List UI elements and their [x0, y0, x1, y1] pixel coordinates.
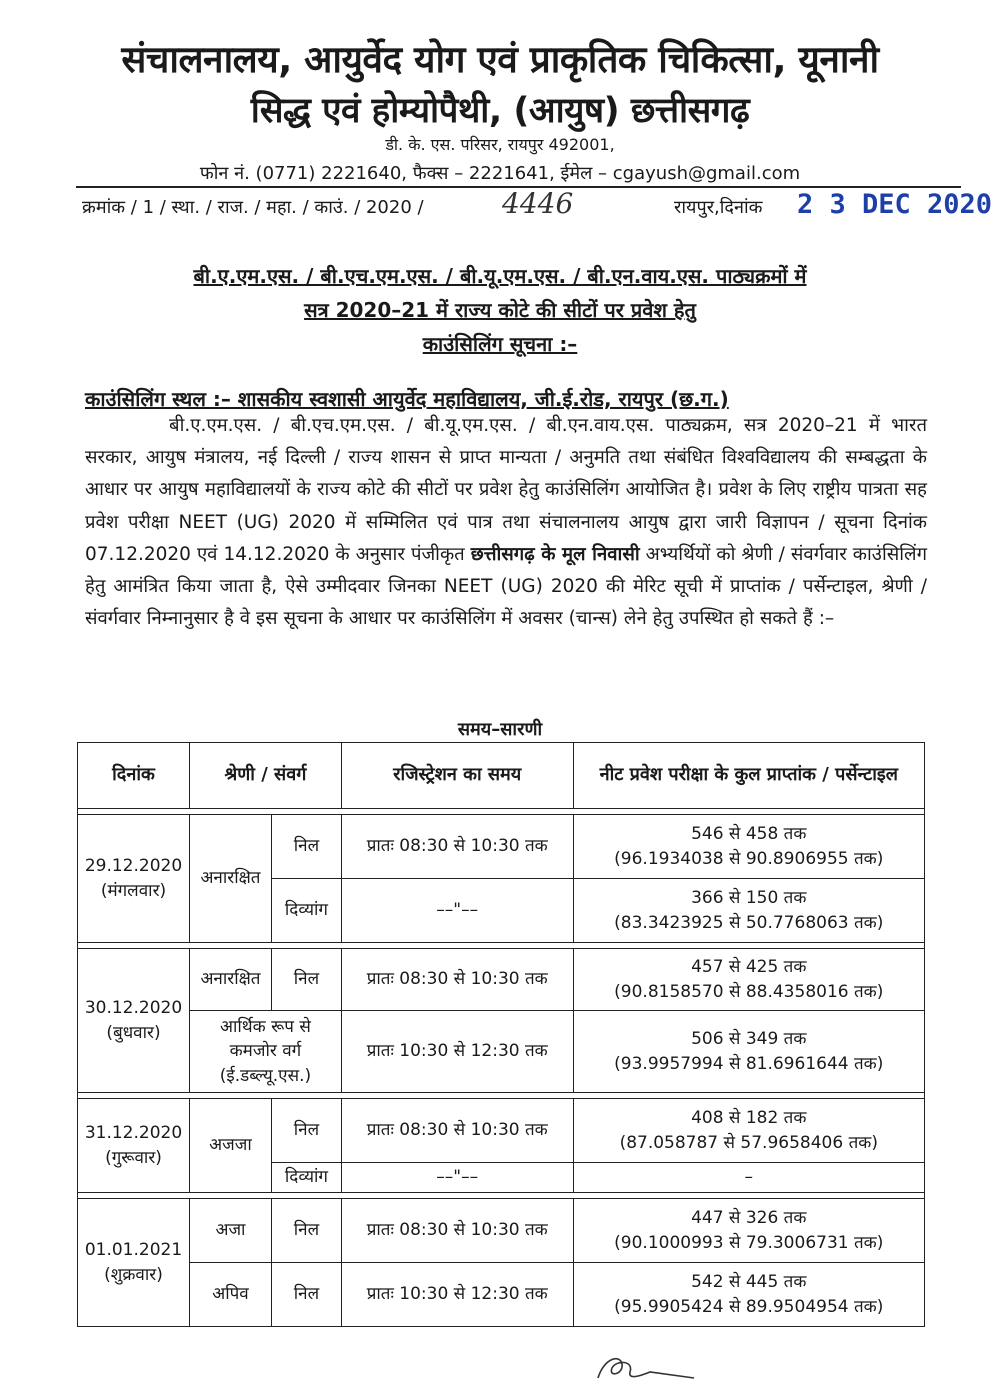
time-cell: प्रातः 10:30 से 12:30 तक: [341, 1011, 573, 1093]
date: 31.12.2020: [84, 1122, 183, 1143]
date-stamp: 2 3 DEC 2020: [797, 189, 993, 220]
reference-row: [82, 187, 993, 225]
time-cell: ––"––: [341, 879, 573, 943]
subcategory-cell: निल: [271, 1199, 341, 1263]
percentile: (90.8158570 से 88.4358016 तक): [614, 981, 884, 1002]
percentile: (90.1000993 से 79.3006731 तक): [614, 1232, 884, 1253]
header-date: दिनांक: [78, 743, 190, 809]
notice-body-bold: छत्तीसगढ़ के मूल निवासी: [470, 543, 640, 565]
marks-cell: [573, 949, 924, 1011]
header-category: श्रेणी / संवर्ग: [189, 743, 341, 809]
reference-number: क्रमांक / 1 / स्था. / राज. / महा. / काउं. / 2020 /: [82, 197, 424, 218]
marks: 546 से 458 तक: [691, 823, 807, 844]
category-cell: अनारक्षित: [189, 949, 271, 1011]
office-title-line2: सिद्ध एवं होम्योपैथी, (आयुष) छत्तीसगढ़: [250, 91, 750, 131]
percentile: (87.058787 से 57.9658406 तक): [619, 1132, 878, 1153]
marks-cell: [573, 815, 924, 879]
marks: 457 से 425 तक: [691, 956, 807, 977]
date-cell: [78, 1199, 190, 1327]
date: 01.01.2021: [84, 1239, 183, 1260]
timetable-header-row: [78, 743, 925, 809]
reference-handwritten-number: 4446: [502, 187, 574, 220]
timetable-title: समय–सारणी: [457, 719, 543, 740]
table-row: [78, 1099, 925, 1163]
marks: 506 से 349 तक: [691, 1028, 807, 1049]
subcategory-cell: दिव्यांग: [271, 879, 341, 943]
marks-cell: [573, 1011, 924, 1093]
category-cell: आर्थिक रूप से कमजोर वर्ग (ई.डब्ल्यू.एस.): [189, 1011, 341, 1093]
time-cell: ––"––: [341, 1163, 573, 1193]
notice-body-part2: अभ्यर्थियों को श्रेणी / संवर्गवार काउंसिलिंग हेतु आमंत्रित किया जाता है, ऐसे उम्मीदवार जिनका NEET (UG) 2020 की मेरिट सूची में प्राप्तांक / पर्सेन्टाइल, श्रेणी / संवर्गवार निम्नानुसार है वे इस सूचना के आधार पर काउंसिलिंग में अवसर (चान्स) लेने हेतु उपस्थित हो सकते हैं :–: [85, 543, 927, 630]
subcategory-cell: निल: [271, 815, 341, 879]
percentile: (83.3423925 से 50.7768063 तक): [614, 912, 884, 933]
marks: 542 से 445 तक: [691, 1271, 807, 1292]
marks-cell: [573, 1199, 924, 1263]
table-row: [78, 815, 925, 879]
date: 30.12.2020: [84, 997, 183, 1018]
day: (मंगलवार): [100, 880, 167, 901]
date-cell: [78, 815, 190, 943]
table-row: [78, 1199, 925, 1263]
notice-body: [85, 410, 927, 635]
subcategory-cell: निल: [271, 1099, 341, 1163]
table-row: [78, 949, 925, 1011]
time-cell: प्रातः 08:30 से 10:30 तक: [341, 1199, 573, 1263]
header-divider: [76, 186, 961, 188]
office-title-line1: संचालनालय, आयुर्वेद योग एवं प्राकृतिक चिकित्सा, यूनानी: [121, 38, 879, 81]
date-cell: [78, 1099, 190, 1193]
notice-body-part1: बी.ए.एम.एस. / बी.एच.एम.एस. / बी.यू.एम.एस. / बी.एन.वाय.एस. पाठ्यक्रम, सत्र 2020–21 में भारत सरकार, आयुष मंत्रालय, नई दिल्ली / राज्य शासन से प्राप्त मान्यता / अनुमति तथा संबंधित विश्वविद्यालय की सम्बद्धता के आधार पर आयुष महाविद्यालयों के राज्य कोटे की सीटों पर प्रवेश हेतु काउंसिलिंग आयोजित है। प्रवेश के लिए राष्ट्रीय पात्रता सह प्रवेश परीक्षा NEET (UG) 2020 में सम्मिलित एवं पात्र तथा संचालनालय आयुष द्वारा जारी विज्ञापन / सूचना दिनांक 07.12.2020 एवं 14.12.2020 के अनुसार पंजीकृत: [85, 415, 927, 565]
timetable: [77, 742, 925, 1327]
subcategory-cell: निल: [271, 1263, 341, 1327]
subcategory-cell: दिव्यांग: [271, 1163, 341, 1193]
percentile: (95.9905424 से 89.9504954 तक): [614, 1296, 884, 1317]
date-label: रायपुर,दिनांक: [674, 197, 763, 218]
time-cell: प्रातः 08:30 से 10:30 तक: [341, 815, 573, 879]
day: (गुरूवार): [105, 1147, 162, 1168]
subject-line3: काउंसिलिंग सूचना :–: [422, 332, 578, 356]
marks-cell: [573, 1263, 924, 1327]
office-contact: फोन नं. (0771) 2221640, फैक्स – 2221641, ईमेल – cgayush@gmail.com: [199, 163, 801, 184]
date-cell: [78, 949, 190, 1093]
header-registration-time: रजिस्ट्रेशन का समय: [341, 743, 573, 809]
office-address: डी. के. एस. परिसर, रायपुर 492001,: [385, 135, 615, 154]
signature-mark: [590, 1348, 700, 1390]
percentile: (93.9957994 से 81.6961644 तक): [614, 1053, 884, 1074]
category-cell: अजा: [189, 1199, 271, 1263]
date: 29.12.2020: [84, 855, 183, 876]
counselling-venue: काउंसिलिंग स्थल :– शासकीय स्वशासी आयुर्वेद महाविद्यालय, जी.ई.रोड, रायपुर (छ.ग.): [85, 387, 729, 411]
marks-cell: [573, 1099, 924, 1163]
category-cell: अपिव: [189, 1263, 271, 1327]
day: (शुक्रवार): [104, 1264, 163, 1285]
marks: 366 से 150 तक: [691, 887, 807, 908]
subject-line2: सत्र 2020–21 में राज्य कोटे की सीटों पर प्रवेश हेतु: [304, 298, 696, 322]
header-marks: नीट प्रवेश परीक्षा के कुल प्राप्तांक / पर्सेन्टाइल: [573, 743, 924, 809]
percentile: (96.1934038 से 90.8906955 तक): [614, 848, 884, 869]
category-cell: अजजा: [189, 1099, 271, 1193]
category-cell: अनारक्षित: [189, 815, 271, 943]
marks: 408 से 182 तक: [691, 1107, 807, 1128]
time-cell: प्रातः 10:30 से 12:30 तक: [341, 1263, 573, 1327]
table-row: [78, 1263, 925, 1327]
marks: 447 से 326 तक: [691, 1207, 807, 1228]
marks-cell: [573, 879, 924, 943]
marks-cell: –: [573, 1163, 924, 1193]
table-row: [78, 1011, 925, 1093]
subcategory-cell: निल: [271, 949, 341, 1011]
time-cell: प्रातः 08:30 से 10:30 तक: [341, 1099, 573, 1163]
time-cell: प्रातः 08:30 से 10:30 तक: [341, 949, 573, 1011]
day: (बुधवार): [106, 1022, 161, 1043]
subject-line1: बी.ए.एम.एस. / बी.एच.एम.एस. / बी.यू.एम.एस. / बी.एन.वाय.एस. पाठ्यक्रमों में: [193, 264, 807, 288]
